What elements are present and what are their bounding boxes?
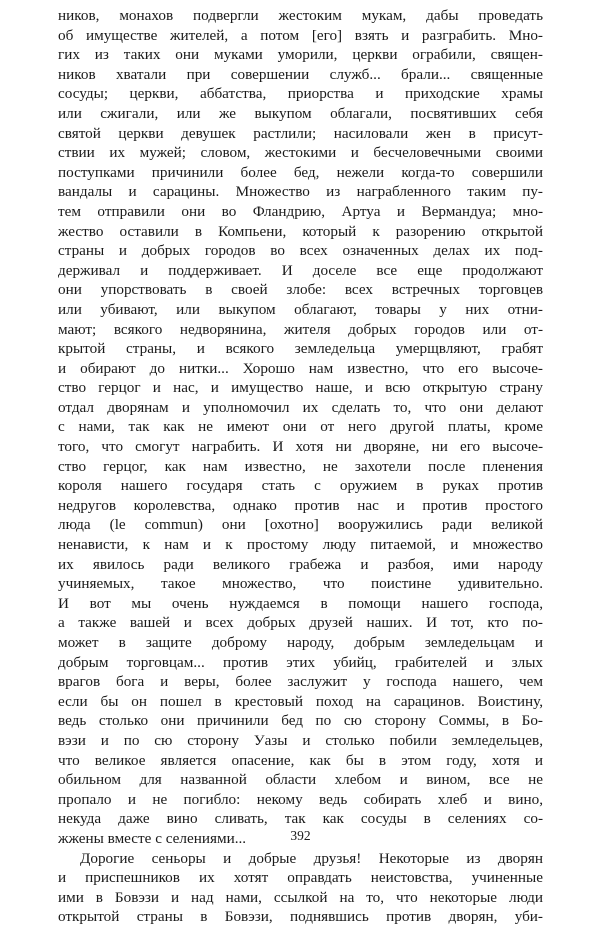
text-line: святой церкви девушек растлили; насиловали жен в присут-	[58, 124, 543, 142]
text-line: а также вашей и всех добрых друзей наших. И тот, кто по-	[58, 614, 543, 632]
text-line: добрым торговцам... против этих убийц, грабителей и злых	[58, 653, 543, 671]
text-line: жжены вместе с селениями...	[58, 829, 247, 847]
text-line: врагов бога и веры, более заслужит у господа нашего, чем	[58, 673, 543, 691]
page-text	[58, 6, 543, 927]
text-line: отдал дворянам и уполномочил их сделать то, что они делают	[58, 398, 543, 416]
text-line: или сжигали, или же выкупом облагали, посвятивших себя	[58, 104, 543, 122]
paragraph-2	[58, 849, 543, 927]
text-line: открытой страны в Бовэзи, поднявшись против дворян, уби-	[58, 908, 543, 926]
text-line: некуда даже вино сливать, так как сосуды в селениях со-	[58, 810, 543, 828]
text-line: ников, монахов подвергли жестоким мукам, дабы проведать	[58, 7, 543, 24]
text-line: вандалы и сарацины. Множество из награбленного таким пу-	[58, 183, 543, 201]
text-line: ство герцог и нас, и имущество наше, и всю открытую страну	[58, 379, 543, 397]
text-line: ство герцог, как нам известно, не захотели после пленения	[58, 457, 543, 475]
text-line: вэзи и по сю сторону Уазы и столько побили земледельцев,	[58, 731, 543, 749]
text-line: ненависти, к нам и к простому люду питаемой, и множество	[58, 536, 543, 554]
text-line: тем отправили они во Фландрию, Артуа и Вермандуа; мно-	[58, 202, 543, 220]
text-line: об имуществе жителей, а потом [его] взять и разграбить. Мно-	[58, 26, 543, 44]
text-line: И вот мы очень нуждаемся в помощи нашего господа,	[58, 594, 543, 612]
text-line: ими в Бовэзи и над нами, ссылкой на то, что некоторые люди	[58, 888, 543, 906]
text-line: недругов королевства, однако против нас и против простого	[58, 496, 543, 514]
text-line: и обирают до нитки... Хорошо нам известно, что его высоче-	[58, 359, 543, 377]
text-line: пропало и не погибло: некому ведь собирать хлеб и вино,	[58, 790, 543, 808]
text-line: может в защите доброму народу, добрым земледельцам и	[58, 634, 543, 651]
text-line: жество оставили в Компьени, который к разорению открытой	[58, 222, 543, 240]
text-line: ведь столько они причинили бед по сю сторону Соммы, в Бо-	[58, 712, 543, 730]
text-line: Дорогие сеньоры и добрые друзья! Некоторые из дворян	[80, 849, 543, 867]
text-line: того, что смогут награбить. И хотя ни дворяне, ни его высоче-	[58, 438, 543, 456]
text-line: они упорствовать в своей злобе: всех встречных торговцев	[58, 281, 543, 299]
paragraph-1	[58, 6, 543, 849]
text-line: учиняемых, такое множество, что поистине удивительно.	[58, 575, 543, 593]
page-number: 392	[290, 828, 311, 843]
text-line: крытой страны, и всякого земледельца умерщвляют, грабят	[58, 340, 543, 358]
text-line: поступками причинили более бед, нежели когда-то совершили	[58, 163, 543, 181]
text-line: если бы он пошел в крестовый поход на сарацинов. Воистину,	[58, 692, 543, 710]
text-line: ников хватали при совершении служб... брали... священные	[58, 65, 543, 83]
text-line: обильном для названной области хлебом и вином, все не	[58, 771, 543, 789]
book-page	[58, 6, 543, 926]
text-line: держивал и поддерживает. И доселе все еще продолжают	[58, 261, 543, 279]
text-line: и приспешников их хотят оправдать неистовства, учиненные	[58, 869, 543, 887]
text-line: ствии их мужей; словом, жестокими и бесчеловечными своими	[58, 144, 543, 162]
text-line: с нами, так как не имеют они от него другой платы, кроме	[58, 418, 543, 436]
text-line: мают; всякого недворянина, жителя добрых городов или от-	[58, 320, 543, 338]
text-line: их явилось ради великого грабежа и разбоя, ими народу	[58, 555, 543, 573]
text-line: короля нашего государя стать с оружием в руках против	[58, 477, 543, 495]
text-line: гих из таких они муками уморили, церкви ограбили, священ-	[58, 46, 543, 64]
text-line: люда (le commun) они [охотно] вооружились ради великой	[58, 516, 543, 534]
text-line: или убивают, или выкупом облагают, товары у них отни-	[58, 300, 543, 318]
text-line: сосуды; церкви, аббатства, приорства и приходские храмы	[58, 85, 543, 103]
text-line: что великое является опасение, как бы в этом году, хотя и	[58, 751, 543, 769]
text-line: страны и добрых городов во всех означенных делах их под-	[58, 242, 543, 260]
